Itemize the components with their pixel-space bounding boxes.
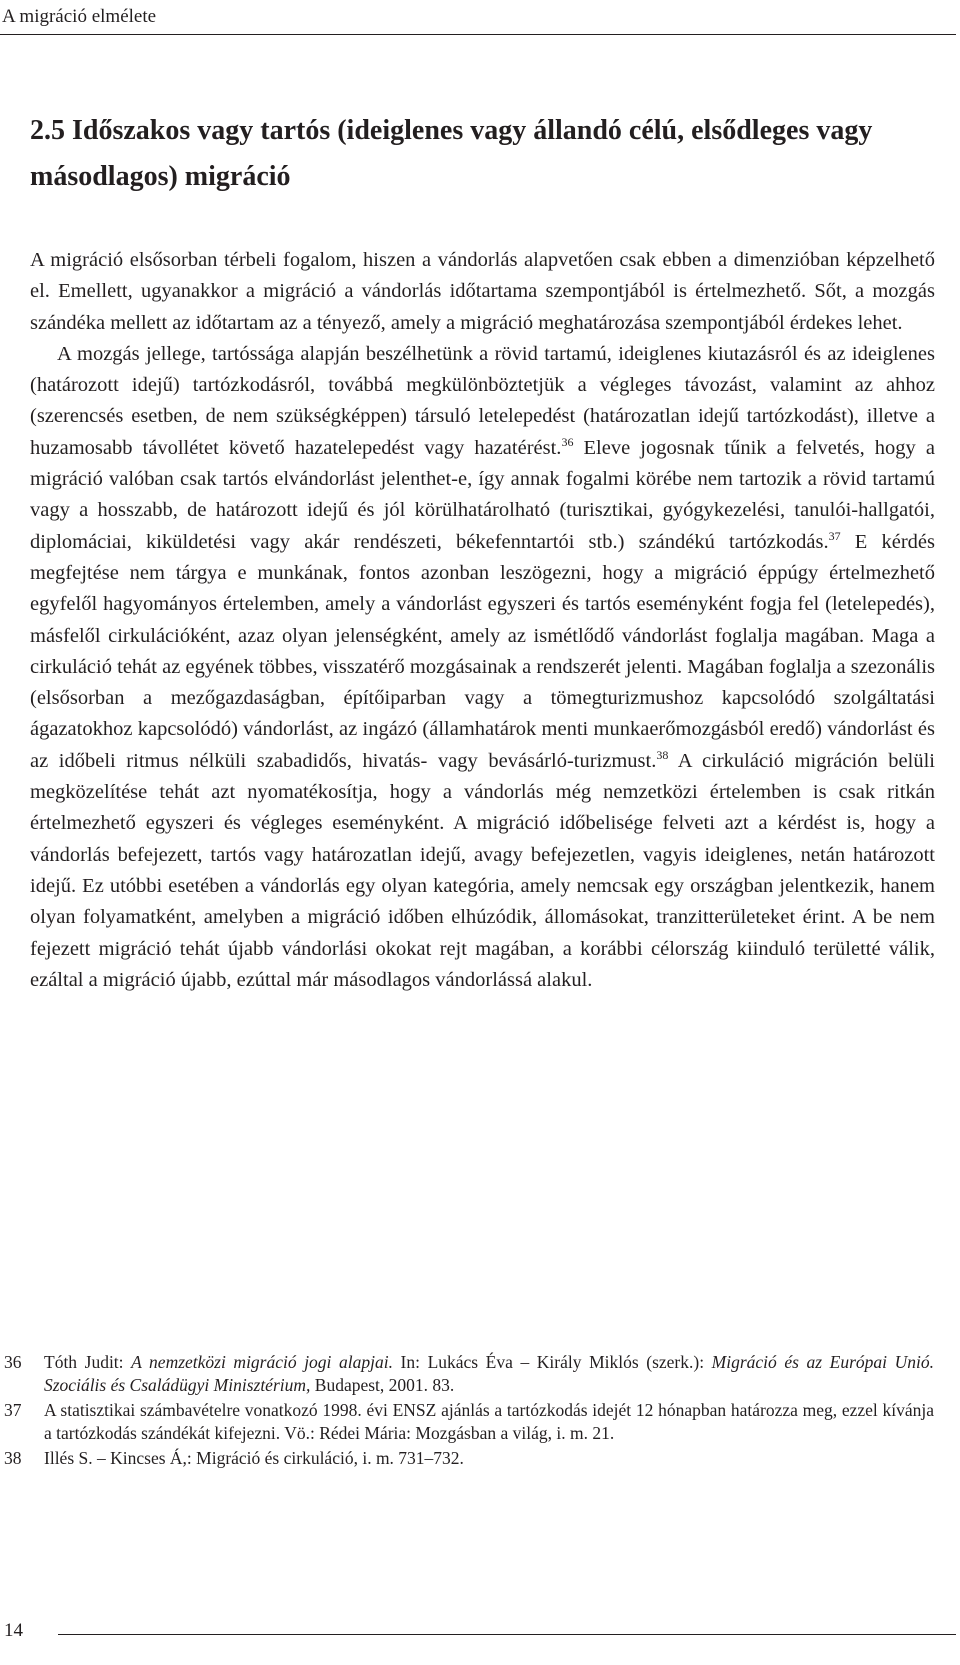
footnote-editors: In: Lukács Éva – Király Miklós (szerk.): (392, 1352, 712, 1372)
footnote-number: 38 (4, 1448, 22, 1468)
body-text (30, 245, 935, 996)
footnote-36 (4, 1351, 934, 1396)
paragraph-text: A mozgás jellege, tartóssága alapján beszélhetünk a rövid tartamú, ideiglenes kiutazásról és az ideiglenes (határozott idejű) tartózkodásról, továbbá megkülönböztetjük a végleges távozást, valamint az ahhoz (szerencsés esetben, de nem szükségképpen) társuló letelepedést (határozatlan idejű tartózkodást), illetve a huzamosabb távollétet követő hazatelepedést vagy hazatérést. (30, 342, 935, 459)
paragraph: A migráció elsősorban térbeli fogalom, hiszen a vándorlás alapvetően csak ebben a dimenzióban képzelhető el. Emellett, ugyanakkor a migráció a vándorlás időtartama szempontjából is értelmezhető. Sőt, a mozgás szándéka mellett az időtartam az a tényező, amely a migráció meghatározása szempontjából érdekes lehet. (30, 249, 935, 334)
paragraph-text: Eleve jogosnak tűnik a felvetés, hogy a migráció valóban csak tartós elvándorlást jelenthet-e, így annak fogalmi körébe nem tartozik a rövid tartamú vagy a hosszabb, de határozott idejű és jól körülhatárolható (turisztikai, gyógykezelési, tanulói-hallgatói, diplomáciai, kiküldetési vagy akár rendészeti, békefenntartói stb.) szándékú tartózkodás. (30, 436, 935, 553)
footnote-37 (4, 1399, 934, 1444)
paragraph-text: A cirkuláció migráción belüli megközelítése tehát azt nyomatékosítja, hogy a vándorlás még nemzetközi értelemben is csak ritkán értelmezhető egyszeri és végleges eseményként. A migráció időbelisége felveti azt a kérdést is, hogy a vándorlás befejezett, tartós vagy határozatlan idejű, avagy befejezetlen, vagyis ideiglenes, netán határozott idejű. Ez utóbbi esetében a vándorlás egy olyan kategória, amely nemcsak egy országban jelentkezik, hanem olyan folyamatként, amelyben a migráció időben elhúzódik, állomásokat, tranzitterületeket érint. A be nem fejezett migráció tehát újabb vándorlási okokat rejt magában, a korábbi célország kiinduló területté válik, ezáltal a migráció újabb, ezúttal már másodlagos vándorlássá alakul. (30, 749, 935, 991)
page-number: 14 (4, 1620, 23, 1641)
footnote-ref-38[interactable]: 38 (656, 747, 669, 762)
footnote-ref-37[interactable]: 37 (828, 528, 841, 543)
footnote-title: A nemzetközi migráció jogi alapjai. (131, 1352, 393, 1372)
running-head-title: A migráció elmélete (2, 6, 157, 27)
footnote-number: 37 (4, 1400, 22, 1420)
footnote-book: Migráció és az Európai Unió. Szociális és Családügyi Minisztérium, (44, 1352, 934, 1395)
footer-rule (58, 1634, 956, 1635)
section-title: 2.5 Időszakos vagy tartós (ideiglenes vagy állandó célú, elsődleges vagy másodlagos) migráció (30, 115, 873, 192)
footnote-text: Illés S. – Kincses Á,: Migráció és cirkuláció, i. m. 731–732. (44, 1448, 464, 1468)
footnote-publication: Budapest, 2001. 83. (310, 1374, 455, 1395)
footnotes (4, 1351, 934, 1470)
footnote-ref-36[interactable]: 36 (561, 434, 574, 449)
footnote-author: Tóth Judit: (44, 1352, 132, 1372)
running-head (0, 0, 956, 35)
footnote-38 (4, 1447, 934, 1470)
paragraph (30, 339, 935, 996)
paragraph-text: E kérdés megfejtése nem tárgya e munkának, fontos azonban leszögezni, hogy a migráció éppúgy értelmezhető egyfelől hagyományos értelemben, amely a vándorlást egyszeri és tartós eseményként fogja fel (letelepedés), másfelől cirkulációként, azaz olyan jelenségként, amely az ismétlődő vándorlást foglalja magában. Maga a cirkuláció tehát az egyének többes, visszatérő mozgásainak a rendszerét jelenti. Magában foglalja a szezonális (elsősorban a mezőgazdaságban, építőiparban vagy a tömegturizmushoz kapcsolódó szolgáltatási ágazatokhoz kapcsolódó) vándorlást, az ingázó (államhatárok menti munkaerőmozgásból eredő) vándorlást és az időbeli ritmus nélküli szabadidős, hivatás- vagy bevásárló-turizmust. (30, 530, 935, 772)
footnote-text (44, 1351, 934, 1396)
footnote-number: 36 (4, 1352, 22, 1372)
footnote-text: A statisztikai számbavételre vonatkozó 1998. évi ENSZ ajánlás a tartózkodás idejét 12 hónapban határozza meg, ezzel kívánja a tartózkodás szándékát kifejezni. Vö.: Rédei Mária: Mozgásban a világ, i. m. 21. (44, 1400, 934, 1443)
